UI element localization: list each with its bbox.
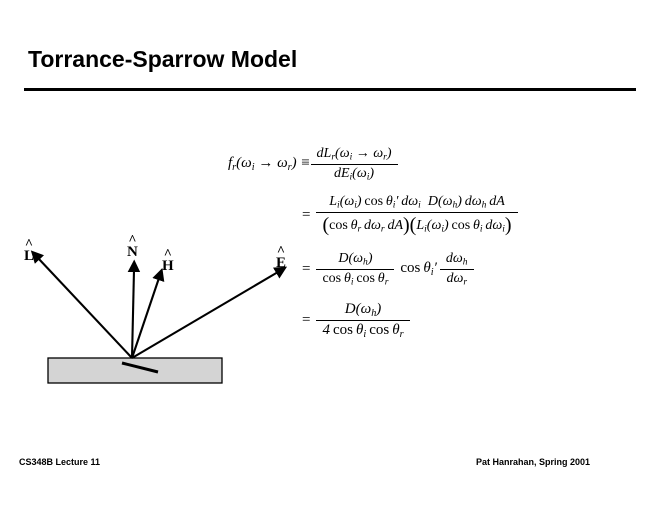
equation-lhs: $f_r(\omega_i \to \omega_r)$ ≡ xyxy=(228,155,311,174)
fraction-4 xyxy=(316,300,409,341)
fraction-4-numerator: $D(\omega_h)$ xyxy=(344,301,382,320)
equation-block xyxy=(228,145,648,347)
title-divider xyxy=(24,88,636,91)
fraction-2-numerator: $L_i(\omega_i)$ $\cos \theta_i'$ $d\omega_i$ $D(\omega_h)$ $d\omega_h$ dA xyxy=(329,194,505,211)
fraction-2 xyxy=(316,193,517,238)
fraction-3-denominator: $\cos \theta_i$ $\cos \theta_r$ xyxy=(322,270,389,288)
fraction-1 xyxy=(311,145,398,183)
fraction-2-denominator: (cos $\theta_r$ $d\omega_r$ $dA)(L_i(\omega_i)$ $\cos \theta_i$ $d\omega_i$) xyxy=(322,213,512,236)
equation-line-1 xyxy=(228,145,648,183)
fraction-1-numerator: $dL_r(\omega_i \to \omega_r)$ xyxy=(316,146,392,163)
fraction-4-denominator: 4 $\cos \theta_i$ $\cos \theta_r$ xyxy=(322,322,404,340)
fraction-3-numerator: $D(\omega_h)$ xyxy=(338,250,373,268)
fraction-3b xyxy=(440,250,474,288)
equation-3-tail-prefix: $\cos \theta_i'$ xyxy=(400,260,437,279)
equation-line-4 xyxy=(296,300,648,341)
vector-H-arrow xyxy=(132,278,159,358)
surface-slab xyxy=(48,358,222,383)
fraction-3b-denominator: $d\omega_r$ xyxy=(446,270,468,288)
vector-label-N: ^ N xyxy=(127,244,138,261)
vector-label-L: ^ L xyxy=(24,248,34,265)
vector-label-E: ^ E xyxy=(276,255,286,272)
equation-operator-4: = xyxy=(302,312,311,329)
vector-label-H: ^ H xyxy=(162,258,174,275)
equation-line-3 xyxy=(296,250,648,288)
equation-line-2 xyxy=(296,193,648,238)
vector-L-arrow xyxy=(38,258,132,358)
footer-lecture-label: CS348B Lecture 11 xyxy=(19,457,101,467)
fraction-3b-numerator: $d\omega_h$ xyxy=(445,250,468,268)
page-title: Torrance-Sparrow Model xyxy=(28,46,298,72)
fraction-3 xyxy=(316,250,394,288)
equation-operator-2: = xyxy=(302,207,311,224)
vector-N-arrow xyxy=(132,270,134,358)
equation-operator-3: = xyxy=(302,260,311,277)
footer-author-label: Pat Hanrahan, Spring 2001 xyxy=(475,457,590,467)
fraction-1-denominator: $dE_i(\omega_i)$ xyxy=(333,165,375,183)
